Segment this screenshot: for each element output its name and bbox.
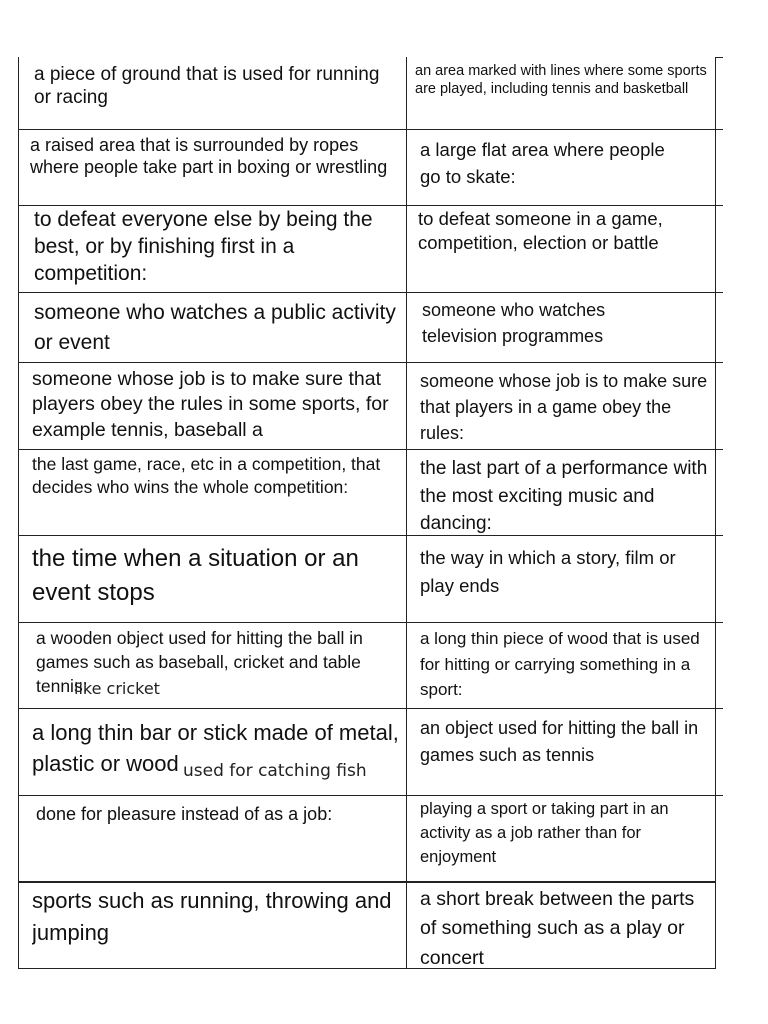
definition-text: a long thin piece of wood that is used for hitting or carrying something in a sport:	[420, 629, 700, 699]
definition-card-right	[420, 544, 690, 600]
cut-mark	[715, 362, 723, 363]
definition-text: the way in which a story, film or play ends	[420, 547, 676, 596]
cut-mark	[715, 795, 723, 796]
cut-mark	[715, 129, 723, 130]
definition-card-left	[34, 298, 400, 359]
annotation-like-cricket: like cricket	[74, 679, 160, 698]
row-divider	[18, 129, 716, 130]
cut-mark	[715, 622, 723, 623]
definition-text: to defeat everyone else by being the best, or by finishing first in a competition:	[34, 208, 373, 285]
definition-card-right	[415, 62, 711, 98]
vocabulary-card-sheet	[18, 57, 716, 969]
definition-text: sports such as running, throwing and jumping	[32, 888, 392, 945]
definition-text: someone whose job is to make sure that players in a game obey the rules:	[420, 371, 708, 444]
definition-text: someone who watches a public activity or event	[34, 301, 396, 355]
definition-text: a short break between the parts of something such as a play or concert	[420, 888, 695, 969]
definition-text: to defeat someone in a game, competition, election or battle	[418, 208, 663, 254]
definition-card-right	[420, 455, 712, 538]
row-divider	[18, 795, 716, 796]
definition-card-left	[32, 453, 404, 499]
cut-mark	[715, 57, 723, 58]
definition-card-right	[420, 137, 670, 191]
definition-card-left	[32, 885, 406, 949]
center-divider	[406, 57, 407, 969]
definition-card-left	[32, 542, 404, 609]
cut-mark	[715, 708, 723, 709]
definition-card-right	[420, 885, 714, 973]
definition-text: playing a sport or taking part in an activity as a job rather than for enjoyment	[420, 800, 669, 866]
definition-text: someone who watches television programmes	[422, 300, 606, 347]
row-divider	[18, 292, 716, 293]
cut-mark	[715, 535, 723, 536]
definition-text: a wooden object used for hitting the ball in games such as baseball, cricket and table tennis:	[36, 628, 363, 696]
row-divider	[18, 881, 716, 883]
definition-card-right	[420, 798, 700, 870]
annotation-used-for-catching-fish: used for catching fish	[183, 761, 367, 781]
definition-card-left	[34, 207, 400, 288]
definition-text: the last game, race, etc in a competition, that decides who wins the whole competition:	[32, 454, 381, 498]
cut-mark	[715, 205, 723, 206]
definition-text: a long thin bar or stick made of metal, plastic or wood	[32, 720, 399, 777]
definition-text: someone whose job is to make sure that players obey the rules in some sports, for example tennis, baseball a	[32, 368, 389, 441]
definition-text: the time when a situation or an event stops	[32, 545, 359, 606]
definition-card-right	[420, 715, 700, 769]
definition-text: the last part of a performance with the most exciting music and dancing:	[420, 458, 708, 535]
definition-card-left	[36, 804, 402, 826]
definition-card-right	[420, 368, 712, 446]
left-border	[18, 57, 19, 969]
definition-text: an area marked with lines where some sports are played, including tennis and basketball	[415, 63, 707, 98]
definition-card-right	[422, 297, 682, 349]
definition-card-left	[30, 135, 400, 179]
cut-mark	[715, 292, 723, 293]
row-divider	[18, 708, 716, 709]
definition-card-left	[34, 63, 400, 109]
cut-mark	[715, 449, 723, 450]
definition-text: a piece of ground that is used for running or racing	[34, 64, 380, 109]
definition-card-left	[32, 367, 404, 447]
definition-text: a raised area that is surrounded by ropes where people take part in boxing or wrestling	[30, 135, 388, 177]
definition-text: a large flat area where people go to skate:	[420, 139, 665, 187]
definition-card-right	[420, 626, 712, 703]
row-divider	[18, 205, 716, 206]
row-divider	[18, 362, 716, 363]
row-divider	[18, 449, 716, 450]
definition-text: done for pleasure instead of as a job:	[36, 804, 333, 824]
definition-card-right	[418, 207, 714, 255]
right-border	[715, 57, 716, 969]
definition-text: an object used for hitting the ball in games such as tennis	[420, 718, 699, 765]
row-divider	[18, 622, 716, 623]
